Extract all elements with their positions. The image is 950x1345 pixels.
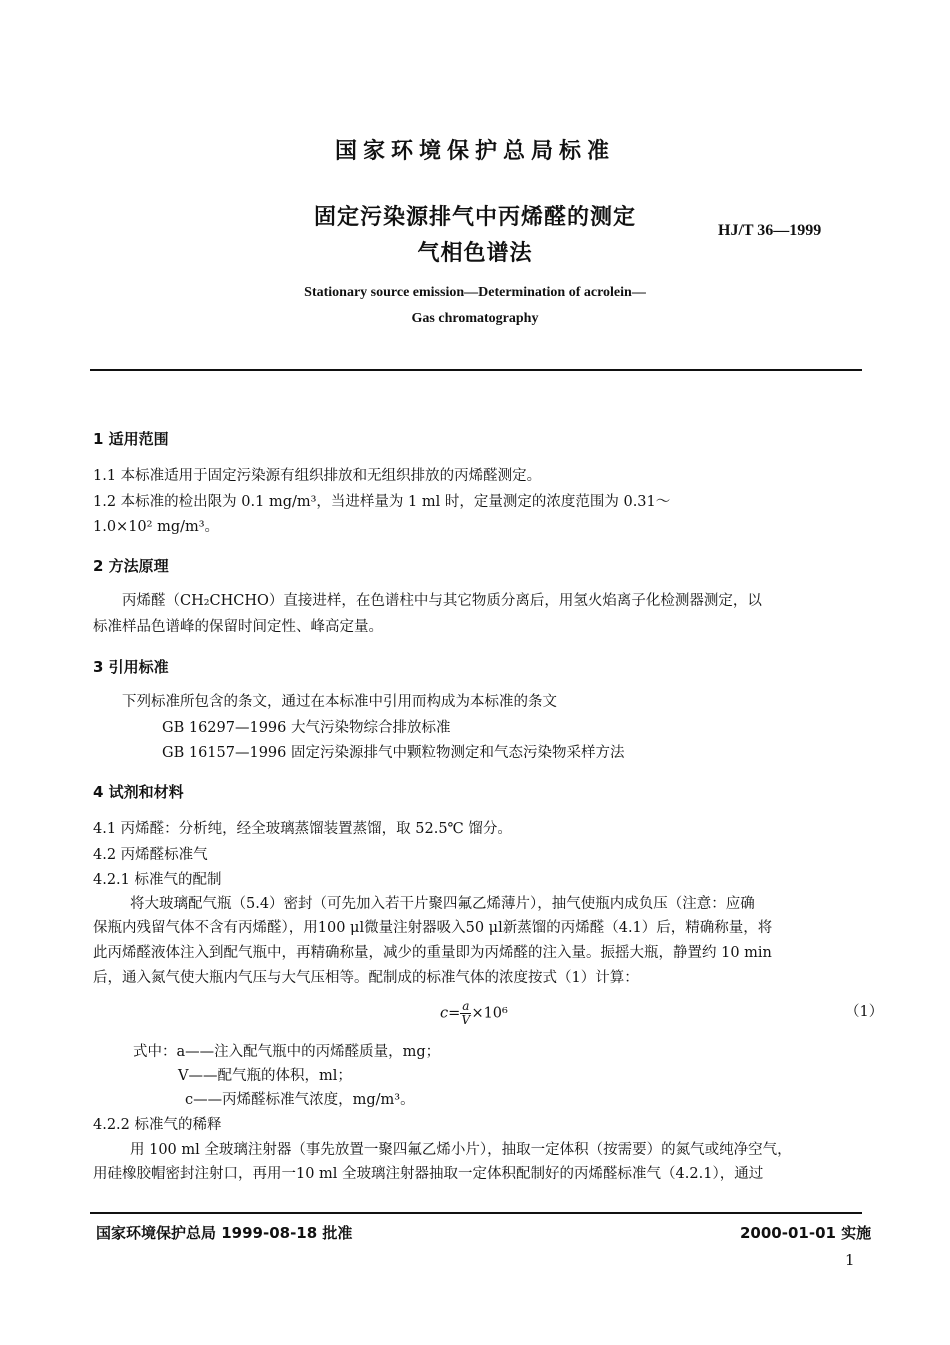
- references-intro: 下列标准所包含的条文，通过在本标准中引用而构成为本标准的条文: [122, 694, 557, 710]
- formula-fraction: [460, 1000, 471, 1027]
- where-a: 式中：a——注入配气瓶中的丙烯醛质量，mg；: [133, 1044, 441, 1060]
- reference-gb16297: GB 16297—1996 大气污染物综合排放标准: [162, 720, 451, 736]
- section-3-heading: 3 引用标准: [93, 658, 169, 676]
- section-4-heading: 4 试剂和材料: [93, 783, 184, 801]
- where-c: c——丙烯醛标准气浓度，mg/m³。: [185, 1092, 415, 1108]
- clause-4-2-2: 4.2.2 标准气的稀释: [93, 1117, 222, 1133]
- section-2-heading: 2 方法原理: [93, 557, 169, 575]
- formula-lhs: c=: [440, 1005, 461, 1022]
- principle-para-line2: 标准样品色谱峰的保留时间定性、峰高定量。: [93, 619, 383, 635]
- clause-1-2: 1.2 本标准的检出限为 0.1 mg/m³，当进样量为 1 ml 时，定量测定的浓度范围为 0.31～: [93, 494, 671, 510]
- clause-4-2-1-line2: 保瓶内残留气体不含有丙烯醛），用100 μl微量注射器吸入50 μl新蒸馏的丙烯醛（4.1）后，精确称量，将: [93, 920, 773, 936]
- document-title: 固定污染源排气中丙烯醛的测定: [313, 205, 636, 230]
- formula-denominator: V: [461, 1013, 471, 1027]
- clause-4-2-2-line1: 用 100 ml 全玻璃注射器（事先放置一聚四氟乙烯小片），抽取一定体积（按需要）的氮气或纯净空气，: [130, 1142, 792, 1158]
- english-title-line2: Gas chromatography: [411, 311, 539, 326]
- equation-number: （1）: [845, 1004, 884, 1020]
- principle-para-line1: 丙烯醛（CH₂CHCHO）直接进样，在色谱柱中与其它物质分离后，用氢火焰离子化检测器测定，以: [122, 593, 762, 609]
- header-divider: [90, 369, 862, 371]
- reference-gb16157: GB 16157—1996 固定污染源排气中颗粒物测定和气态污染物采样方法: [162, 745, 625, 761]
- clause-1-2-cont: 1.0×10² mg/m³。: [93, 519, 220, 535]
- formula-rhs: ×10⁶: [471, 1005, 508, 1022]
- english-title-line1: Stationary source emission—Determination of acrolein—: [304, 285, 646, 300]
- section-1-heading: 1 适用范围: [93, 430, 169, 448]
- footer-divider: [90, 1212, 862, 1214]
- approval-date: 国家环境保护总局 1999-08-18 批准: [96, 1224, 353, 1242]
- clause-4-2-1-line1: 将大玻璃配气瓶（5.4）密封（可先加入若干片聚四氟乙烯薄片），抽气使瓶内成负压（注意：应确: [130, 896, 755, 912]
- concentration-formula: [440, 1000, 508, 1027]
- clause-1-1: 1.1 本标准适用于固定污染源有组织排放和无组织排放的丙烯醛测定。: [93, 468, 542, 484]
- document-subtitle: 气相色谱法: [417, 241, 533, 266]
- clause-4-2-1-line4: 后，通入氮气使大瓶内气压与大气压相等。配制成的标准气体的浓度按式（1）计算：: [93, 970, 639, 986]
- clause-4-2-1-line3: 此丙烯醛液体注入到配气瓶中，再精确称量，减少的重量即为丙烯醛的注入量。振摇大瓶，静置约 10 min: [93, 945, 772, 961]
- page-number: 1: [845, 1251, 855, 1269]
- clause-4-1: 4.1 丙烯醛：分析纯，经全玻璃蒸馏装置蒸馏，取 52.5℃ 馏分。: [93, 821, 512, 837]
- where-v: V——配气瓶的体积，ml；: [178, 1068, 352, 1084]
- standard-number: HJ/T 36—1999: [718, 222, 822, 239]
- clause-4-2-1: 4.2.1 标准气的配制: [93, 872, 222, 888]
- issuing-agency: 国家环境保护总局标准: [334, 139, 615, 164]
- implementation-date: 2000-01-01 实施: [740, 1224, 872, 1242]
- formula-numerator: a: [462, 999, 470, 1013]
- clause-4-2: 4.2 丙烯醛标准气: [93, 847, 208, 863]
- clause-4-2-2-line2: 用硅橡胶帽密封注射口，再用一10 ml 全玻璃注射器抽取一定体积配制好的丙烯醛标准气（4.2.1），通过: [93, 1166, 764, 1182]
